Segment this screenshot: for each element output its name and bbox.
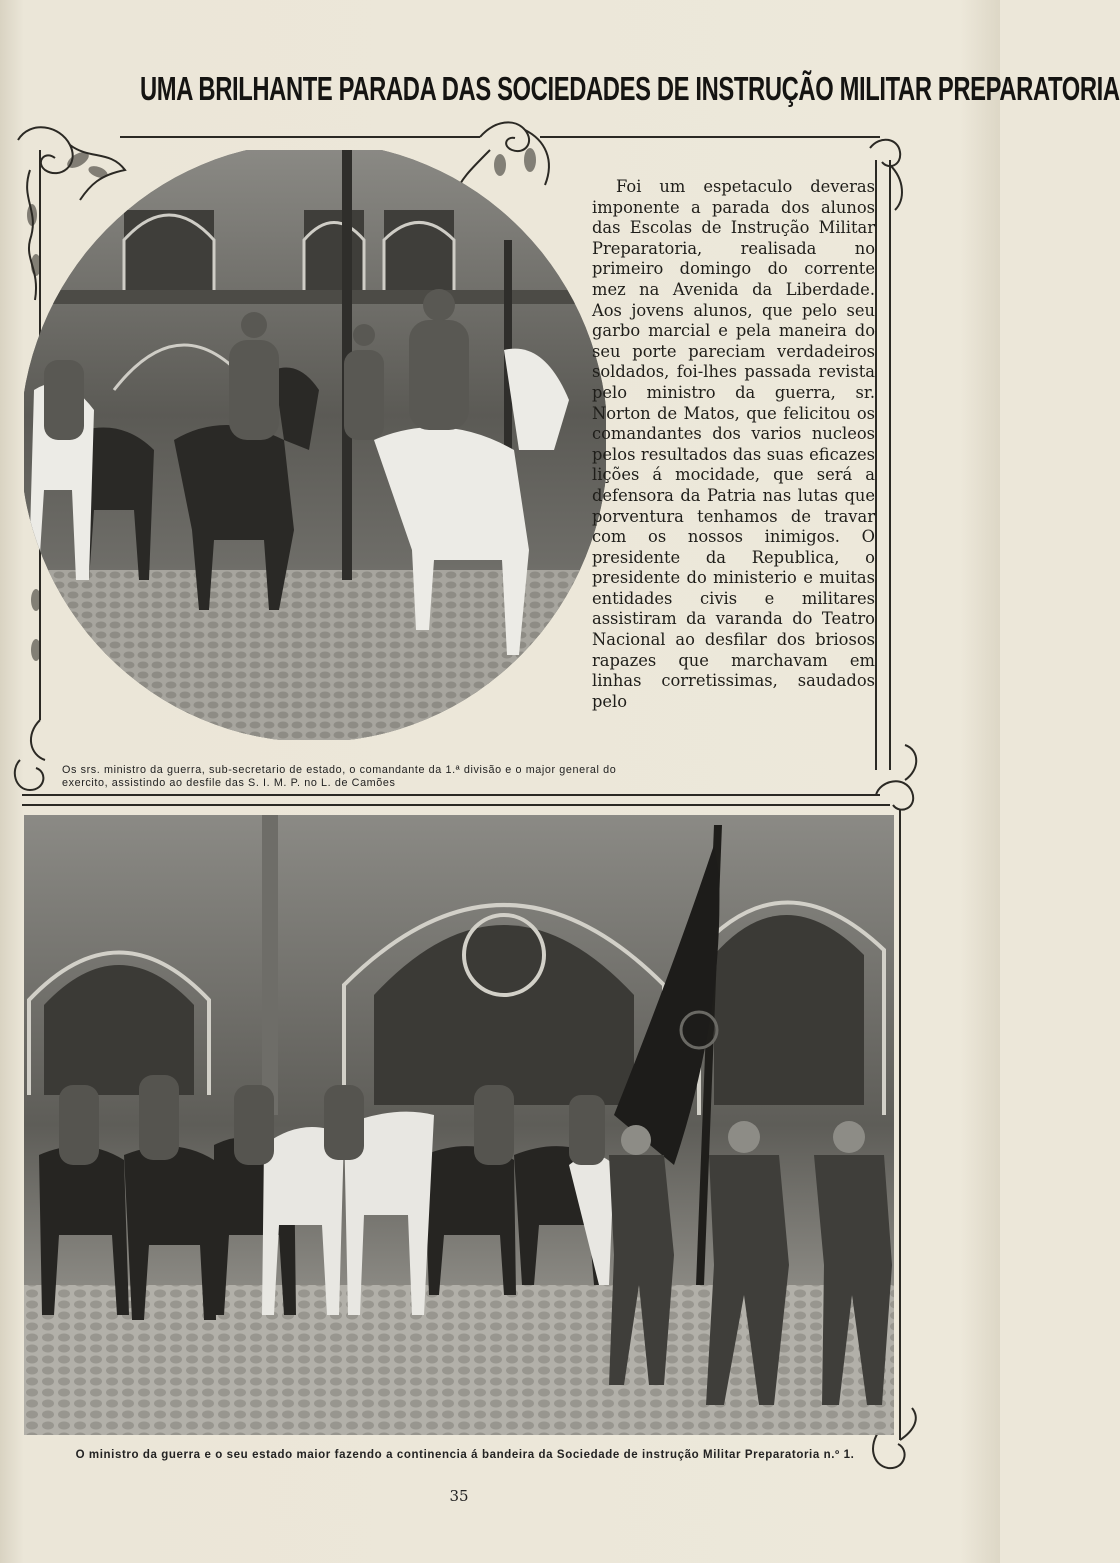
photo-parade-flag bbox=[24, 815, 894, 1435]
photo-parade-flag-icon bbox=[24, 815, 894, 1435]
top-photo-caption: Os srs. ministro da guerra, sub-secretario de estado, o comandante da 1.ª divisão e o major general do exercito, assistindo ao desfile das S. I. M. P. no L. de Camões bbox=[62, 764, 617, 789]
article-paragraph: Foi um espetaculo deveras imponente a parada dos alunos das Escolas de Instrução Militar Preparatoria, realisada no primeiro domingo do corrente mez na Avenida da Liberdade. Aos jovens alunos, que pelo seu garbo marcial e pela maneira do seu porte pareciam verdadeiros soldados, foi-lhes passada revista pelo ministro da guerra, sr. Norton de Matos, que felicitou os comandantes dos varios nucleos pelos resultados das suas eficazes lições á mocidade, que será a defensora da Patria nas lutas que porventura tenhamos de travar com os nossos inimigos. O presidente da Republica, o presidente do ministerio e muitas entidades civis e militares assistiram da varanda do Teatro Nacional ao desfilar dos briosos rapazes que marchavam em linhas corretissimas, saudados pelo bbox=[592, 177, 875, 711]
article-body bbox=[592, 177, 875, 712]
page-title: UMA BRILHANTE PARADA DAS SOCIEDADES DE INSTRUÇÃO MILITAR PREPARATORIA bbox=[140, 70, 1120, 107]
photo-officers-on-horseback-icon bbox=[24, 150, 606, 740]
bottom-photo-caption: O ministro da guerra e o seu estado maior fazendo a continencia á bandeira da Sociedade de instrução Militar Preparatoria n.º 1. bbox=[75, 1449, 855, 1461]
page-number: 35 bbox=[449, 1487, 469, 1505]
photo-officers-on-horseback bbox=[24, 150, 606, 740]
